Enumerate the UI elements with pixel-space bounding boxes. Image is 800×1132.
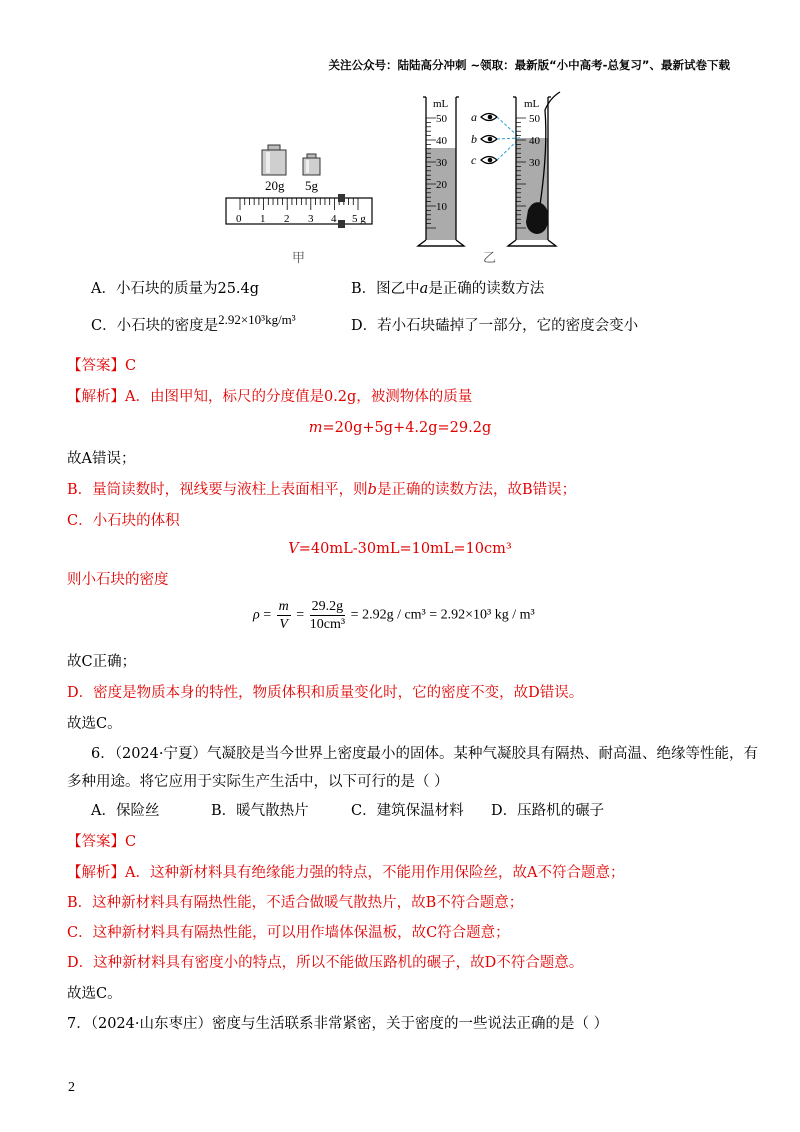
rider-top-icon [338,194,345,202]
q6-analysis-c: C．这种新材料具有隔热性能，可以用作墙体保温板，故C符合题意； [67,925,510,941]
eye-label-b: b [471,132,477,146]
q5-option-b-post: 是正确的读数方法 [428,281,545,297]
formula-frac1-num: m [278,599,289,614]
cyl1-tick-20: 20 [436,179,447,191]
page-header: 关注公众号：陆陆高分冲刺 ~领取：最新版“小中高考-总复习”、最新试卷下载 [328,58,730,72]
q5-option-c [91,312,296,336]
caption-yi: 乙 [483,251,497,266]
q5-analysis-label: 【解析】 [67,389,125,405]
weight-label-5g: 5g [305,178,318,193]
q5-analysis-b [67,480,576,500]
q5-concl-a: 故A错误； [67,451,136,467]
formula-eq: = [263,607,272,623]
page-number: 2 [68,1080,75,1095]
q5-analysis-b-pre: B．量筒读数时，视线要与液柱上表面相平，则 [67,482,368,498]
ruler-label-4: 4 [331,213,337,225]
q5-analysis-b-var: b [367,482,377,498]
cyl1-tick-50: 50 [436,113,447,125]
q5-concl-c: 故C正确； [67,654,137,670]
weight-label-20g: 20g [265,178,285,193]
ruler-label-0: 0 [236,213,242,225]
q6-answer: 【答案】C [67,834,137,850]
q6-option-d: D．压路机的碾子 [491,803,605,819]
graduated-cylinder-left [418,97,464,246]
eye-b-icon [481,136,497,143]
ruler-label-5: 5 g [352,213,366,225]
cyl1-tick-10: 10 [436,201,447,213]
q6-final: 故选C。 [67,986,122,1002]
q5-analysis-a [67,387,472,407]
ruler-label-2: 2 [284,213,290,225]
formula-eq-2: = [296,607,305,623]
q5-option-d: D．若小石块磕掉了一部分，它的密度会变小 [351,318,639,334]
experiment-figure [0,90,800,270]
weight-20g-icon [262,145,286,175]
balance-ruler [226,194,372,228]
q6-analysis-label: 【解析】 [67,865,125,881]
q5-option-a: A．小石块的质量为25.4g [91,281,260,297]
caption-jia: 甲 [292,251,306,266]
q5-analysis-a-text: A．由图甲知，标尺的分度值是0.2g，被测物体的质量 [125,389,473,405]
cyl1-unit: mL [433,98,449,110]
q6-analysis-d: D．这种新材料具有密度小的特点，所以不能做压路机的碾子，故D不符合题意。 [67,955,584,971]
q6-option-b: B．暖气散热片 [211,803,309,819]
weight-5g-icon [303,154,320,175]
q5-eq-mass-var: m [308,420,323,436]
cyl2-tick-50: 50 [529,113,540,125]
q6-stem-line1: 6．（2024·宁夏）气凝胶是当今世界上密度最小的固体。某种气凝胶具有隔热、耐高温、绝缘等性能，有 [91,746,758,762]
q6-option-c: C．建筑保温材料 [351,803,464,819]
q6-analysis-b: B．这种新材料具有隔热性能，不适合做暖气散热片，故B不符合题意； [67,895,524,911]
formula-frac-values [310,598,346,633]
q5-analysis-d: D．密度是物质本身的特性，物质体积和质量变化时，它的密度不变，故D错误。 [67,685,584,701]
q5-answer: 【答案】C [67,358,137,374]
q5-analysis-b-post: 是正确的读数方法，故B错误； [376,482,577,498]
ruler-label-1: 1 [260,213,266,225]
eye-label-c: c [471,153,477,167]
q5-eq-mass [0,418,800,438]
q5-eq-volume [0,539,800,559]
rider-bottom-icon [338,220,345,228]
cyl2-tick-30: 30 [529,157,540,169]
q6-stem-line2: 多种用途。将它应用于实际生产生活中，以下可行的是（ ） [67,774,449,790]
q5-final: 故选C。 [67,716,122,732]
cyl1-tick-30: 30 [436,157,447,169]
formula-result: = 2.92g / cm³ = 2.92×10³ kg / m³ [350,607,535,623]
formula-frac2-den: 10cm³ [309,617,346,632]
formula-frac-mv [277,598,291,633]
q6-option-a: A．保险丝 [91,803,160,819]
formula-frac1-den: V [279,617,288,632]
density-formula [253,598,535,638]
eye-c-icon [481,157,497,164]
q5-analysis-c: C．小石块的体积 [67,513,180,529]
q5-option-c-value: 2.92×10³kg/m³ [218,312,296,327]
q5-eq-volume-var: V [288,541,299,557]
q7-stem: 7．（2024·山东枣庄）密度与生活联系非常紧密，关于密度的一些说法正确的是（ ） [67,1016,609,1032]
q5-eq-volume-text: =40mL-30mL=10mL=10cm³ [298,541,512,557]
q5-option-b-var: a [419,281,429,297]
graduated-cylinder-right [508,92,560,246]
formula-frac2-num: 29.2g [311,599,344,614]
q5-eq-mass-text: =20g+5g+4.2g=29.2g [322,420,492,436]
eye-label-a: a [471,110,477,124]
eye-a-icon [481,114,497,121]
cyl2-tick-40: 40 [529,135,540,147]
q5-option-c-pre: C．小石块的密度是 [91,318,219,334]
q6-analysis-a-text: A．这种新材料具有绝缘能力强的特点，不能用作用保险丝，故A不符合题意； [125,865,625,881]
cyl2-unit: mL [524,98,540,110]
q6-analysis-a [67,863,624,883]
q5-option-b-pre: B．图乙中 [351,281,420,297]
cyl1-tick-40: 40 [436,135,447,147]
formula-rho: ρ [253,607,260,623]
q5-density-intro: 则小石块的密度 [67,572,169,588]
q5-option-b [351,279,544,299]
ruler-label-3: 3 [308,213,314,225]
